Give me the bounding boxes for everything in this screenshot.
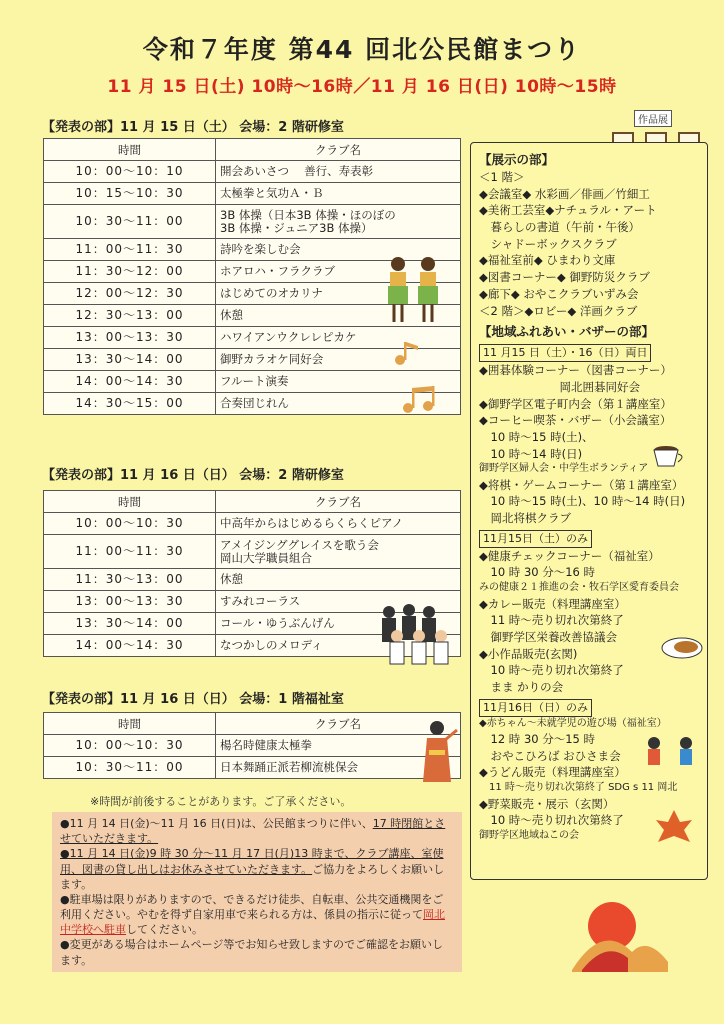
date-label-both-days: 11 月15 日（土）・16（日）両日 [479,344,651,362]
table-header-row [44,491,461,513]
list-item: ◆美術工芸室◆ナチュラル・アート [479,203,657,218]
club-cell: 合奏団じれん [216,393,461,415]
time-cell: 10：00〜10：10 [44,161,216,183]
list-item: 10 時〜15 時(土)、10 時〜14 時(日) [479,494,686,509]
list-item: 岡北囲碁同好会 [479,379,640,394]
notice-box [52,812,462,972]
notice-parking [60,892,454,938]
bazaar-heading: 【地域ふれあい・バザーの部】 [479,324,655,340]
notice-suspension [60,846,454,892]
time-cell: 13：00〜13：30 [44,327,216,349]
list-item: 10 時 30 分〜16 時 [479,565,596,580]
list-item: おやこひろば おひさま会 [479,748,621,763]
club-name-line1: 3B 体操（日本3B 体操・ほのぼの [220,208,396,223]
double-music-note-icon [400,384,440,416]
table-row [44,535,461,569]
club-cell: フルート演奏 [216,371,461,393]
time-cell: 13：00〜13：30 [44,591,216,613]
date-label-saturday: 11月15日（土）のみ [479,530,592,548]
section-heading: 【発表の部】11 月 15 日（土） 会場：2 階研修室 [42,120,344,135]
schedule-table-nov16-1f [43,712,461,779]
club-cell [216,535,461,569]
list-item: ◆囲碁体験コーナー（図書コーナー） [479,363,672,378]
club-cell: 開会あいさつ 善行、寿表彰 [216,161,461,183]
list-item: 10 時〜14 時(日) [479,446,583,461]
curry-plate-icon [660,630,704,660]
time-cell: 14：30〜15：00 [44,393,216,415]
table-row [44,757,461,779]
col-time-header: 時間 [44,491,216,513]
club-cell: 詩吟を楽しむ会 [216,239,461,261]
club-cell: 太極拳と気功Ａ・Ｂ [216,183,461,205]
time-cell: 11：30〜12：00 [44,261,216,283]
list-item: 10 時〜売り切れ次第終了 [479,813,624,828]
list-item: シャドーボックスクラブ [479,236,617,251]
time-cell: 10：15〜10：30 [44,183,216,205]
time-cell: 10：00〜10：30 [44,513,216,535]
col-time-header: 時間 [44,713,216,735]
time-cell: 13：30〜14：00 [44,613,216,635]
list-item: ◆将棋・ゲームコーナー（第１講座室） [479,477,684,492]
club-cell: 楊名時健康太極拳 [216,735,461,757]
list-item: 11 時〜売り切れ次第終了 SDG s 11 岡北 [479,782,678,794]
list-item: 11 時〜売り切れ次第終了 [479,613,624,628]
club-cell: コール・ゆうぶんげん [216,613,461,635]
club-cell: ハワイアンウクレレピカケ [216,327,461,349]
notice-suspension-thanks: ご協力をよろしくお願いします。 [60,862,445,891]
time-cell: 12：00〜12：30 [44,283,216,305]
notice-closing [60,816,454,846]
club-cell: 御野カラオケ同好会 [216,349,461,371]
list-item: 10 時〜15 時(土)、 [479,429,594,444]
autumn-mountain-illustration [572,892,668,972]
club-name-line1: アメイジンググレイスを歌う会 [220,538,379,553]
table-row [44,513,461,535]
time-cell: 10：00〜10：30 [44,735,216,757]
table-row [44,735,461,757]
exhibit-heading: 【展示の部】 [479,152,555,167]
time-cell: 11：30〜13：00 [44,569,216,591]
list-item: ◆福祉室前◆ ひまわり文庫 [479,253,616,268]
table-row [44,161,461,183]
club-cell: 日本舞踊正派若柳流桃保会 [216,757,461,779]
list-item: ◆うどん販売（料理講座室） [479,765,626,780]
col-club-header: クラブ名 [216,713,461,735]
table-row [44,569,461,591]
list-item: ＜2 階＞◆ロビー◆ 洋画クラブ [479,303,638,318]
notice-parking-text: ●駐車場は限りがありますので、できるだけ徒歩、自転車、公共交通機関をご利用ください。やむを得ず自家用車で来られる方は、係員の指示に従って [60,892,444,922]
table-header-row [44,139,461,161]
event-dates: 11 月 15 日(土) 10時〜16時／11 月 16 日(日) 10時〜15時 [107,77,617,97]
table-row [44,183,461,205]
table-row [44,205,461,239]
list-item: まま かりの会 [479,679,564,694]
notice-changes: ●変更がある場合はホームページ等でお知らせ致しますのでご確認をお願いします。 [60,938,444,967]
japanese-dancer-illustration [415,718,459,788]
section-heading: 【発表の部】11 月 16 日（日） 会場：1 階福祉室 [42,692,344,707]
hula-dancers-illustration [380,250,450,330]
club-name-line2: 3B 体操・ジュニア3B 体操） [220,220,373,235]
list-item: ◆御野学区電子町内会（第１講座室） [479,396,672,411]
music-note-icon [392,338,422,368]
list-item: ◆会議室◆ 水彩画／俳画／竹細工 [479,186,650,201]
club-cell: 休憩 [216,569,461,591]
list-item: 御野学区婦人会・中学生ボランティア [479,463,649,475]
table-header-row [44,713,461,735]
choir-illustration [375,600,455,666]
table-row [44,371,461,393]
table-row [44,393,461,415]
list-item: 御野学区地域ねこの会 [479,829,579,841]
list-item: 12 時 30 分〜15 時 [479,732,596,747]
art-exhibit-label: 作品展 [634,110,672,127]
notice-closing-text: ●11 月 14 日(金)〜11 月 16 日(日)は、公民館まつりに伴い、 [60,817,373,830]
notice-parking-location: 岡北中学校へ駐車 [60,908,445,937]
list-item: 暮らしの書道（午前・午後） [479,220,640,235]
list-item: ◆廊下◆ おやこクラブいずみ会 [479,286,639,301]
club-cell: ホアロハ・フラクラブ [216,261,461,283]
page-title: 令和７年度 第44 回北公民館まつり [142,35,582,64]
notice-parking-end: してください。 [126,923,203,937]
time-cell: 10：30〜11：00 [44,757,216,779]
time-cell: 11：00〜11：30 [44,535,216,569]
list-item: ◆赤ちゃん〜未就学児の遊び場（福祉室） [479,717,667,729]
date-label-sunday: 11月16日（日）のみ [479,699,592,717]
time-change-note: ※時間が前後することがあります。ご了承ください。 [90,795,352,808]
list-item: みの健康２１推進の会・牧石学区愛育委員会 [479,582,679,594]
time-cell: 12：30〜13：00 [44,305,216,327]
list-item: ◆コーヒー喫茶・バザー（小会議室） [479,413,672,428]
col-club-header: クラブ名 [216,491,461,513]
time-cell: 14：00〜14：30 [44,635,216,657]
list-item: ◆健康チェックコーナー（福祉室） [479,548,660,563]
club-cell: 休憩 [216,305,461,327]
col-time-header: 時間 [44,139,216,161]
notice-suspension-text: ●11 月 14 日(金)9 時 30 分〜11 月 17 日(月)13 時まで、クラブ講座、室使用、図書の貸し出しはお休みさせていただきます。 [60,847,444,876]
list-item: 御野学区栄養改善協議会 [479,629,617,644]
col-club-header: クラブ名 [216,139,461,161]
list-item: ◆図書コーナー◆ 御野防災クラブ [479,270,650,285]
list-item: ◆小作品販売(玄関) [479,646,578,661]
club-cell: すみれコーラス [216,591,461,613]
autumn-leaf-icon [652,808,696,848]
list-item: ＜1 階＞ [479,170,525,185]
children-playing-icon [640,735,706,779]
club-cell: はじめてのオカリナ [216,283,461,305]
coffee-cup-icon [650,440,686,470]
time-cell: 11：00〜11：30 [44,239,216,261]
notice-closing-emph: 17 時閉館とさせていただきます。 [60,817,446,846]
club-cell: なつかしのメロディ [216,635,461,657]
time-cell: 13：30〜14：00 [44,349,216,371]
list-item: ◆野菜販売・展示（玄関） [479,796,615,811]
club-cell [216,205,461,239]
club-cell: 中高年からはじめるらくらくピアノ [216,513,461,535]
section-heading: 【発表の部】11 月 16 日（日） 会場：2 階研修室 [42,468,344,483]
time-cell: 10：30〜11：00 [44,205,216,239]
list-item: 10 時〜売り切れ次第終了 [479,663,624,678]
list-item: 岡北将棋クラブ [479,511,571,526]
club-name-line2: 岡山大学職員組合 [220,550,312,565]
list-item: ◆カレー販売（料理講座室） [479,596,626,611]
time-cell: 14：00〜14：30 [44,371,216,393]
